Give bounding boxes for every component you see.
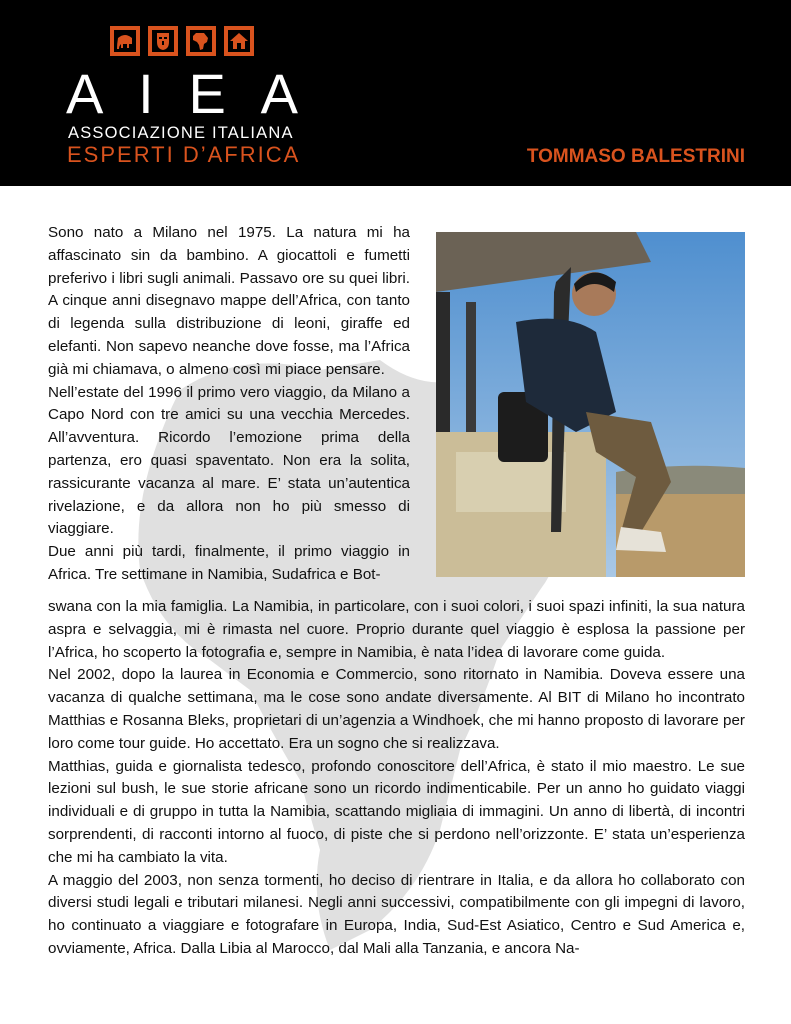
logo-subtitle-line1: ASSOCIAZIONE ITALIANA	[68, 124, 294, 142]
logo-icons	[110, 26, 254, 56]
elephant-icon	[110, 26, 140, 56]
bio-paragraph: Sono nato a Milano nel 1975. La natura mi ha affascinato sin da bambino. A giocattoli e fumetti preferivo i libri sugli animali. Passavo ore su quei libri. A cinque anni disegnavo mappe dell’Africa, con tanto di legenda sulla distribuzione di leoni, giraffe ed elefanti. Non sapevo neanche dove fosse, ma l’Africa già mi chiamava, o almeno così mi piace pensare.	[48, 224, 410, 378]
bio-paragraph: Nell’estate del 1996 il primo vero viaggio, da Milano a Capo Nord con tre amici su una vecchia Mercedes. All’avventura. Ricordo l’emozione prima della partenza, ero quasi spaventato. Non era la solita, rassicurante vacanza al mare. E’ stata un’autentica rivelazione, e da allora non ho più smesso di viaggiare.	[48, 383, 410, 538]
logo-wordmark	[66, 62, 298, 125]
header-banner	[0, 0, 791, 186]
logo-letter: A	[260, 62, 298, 125]
bio-column-full	[48, 596, 745, 961]
logo-letter: A	[66, 62, 104, 125]
person-name: TOMMASO BALESTRINI	[526, 146, 745, 167]
bio-paragraph: Matthias, guida e giornalista tedesco, profondo conoscitore dell’Africa, è stato il mio maestro. Le sue lezioni sul bush, le sue storie africane sono un ricordo indimenticabile. Per un anno ho guidato viaggi individuali e di gruppo in tutta la Namibia, scattando migliaia di immagini. Un anno di libertà, di incontri sorprendenti, di racconti intorno al fuoco, di piste che si perdono nell’orizzonte. E’ stata un’esperienza che mi ha cambiato la vita.	[48, 757, 745, 866]
bio-paragraph: A maggio del 2003, non senza tormenti, ho deciso di rientrare in Italia, e da allora ho collaborato con diversi studi legali e tributari milanesi. Negli anni successivi, compatibilmente con gli impegni di lavoro, ho continuato a viaggiare e fotografare in Europa, India, Sud-Est Asiatico, Centro e Sud America e, ovviamente, Africa. Dalla Libia al Marocco, dal Mali alla Tanzania, e ancora Na-	[48, 871, 745, 957]
logo-letter: E	[188, 62, 226, 125]
bio-column-narrow	[48, 222, 410, 587]
bio-paragraph: swana con la mia famiglia. La Namibia, in particolare, con i suoi colori, i suoi spazi infiniti, la sua natura aspra e selvaggia, mi è rimasta nel cuore. Proprio durante quel viaggio è esplosa la passione per l’Africa, ho scoperto la fotografia e, sempre in Namibia, è nata l’idea di lavorare come guida.	[48, 598, 745, 661]
africa-map-icon	[186, 26, 216, 56]
logo-subtitle-line2: ESPERTI D’AFRICA	[67, 142, 301, 167]
logo-letter: I	[138, 62, 154, 125]
mask-icon	[148, 26, 178, 56]
bio-paragraph: Due anni più tardi, finalmente, il primo viaggio in Africa. Tre settimane in Namibia, Sudafrica e Bot-	[48, 543, 410, 583]
safari-photo	[436, 232, 745, 577]
bio-paragraph: Nel 2002, dopo la laurea in Economia e Commercio, sono ritornato in Namibia. Doveva essere una vacanza di qualche settimana, ma le cose sono andate diversamente. Al BIT di Milano ho incontrato Matthias e Rosanna Bleks, proprietari di un’agenzia a Windhoek, che mi hanno proposto di lavorare per loro come tour guide. Ho accettato. Era un sogno che si realizzava.	[48, 666, 745, 752]
hut-icon	[224, 26, 254, 56]
